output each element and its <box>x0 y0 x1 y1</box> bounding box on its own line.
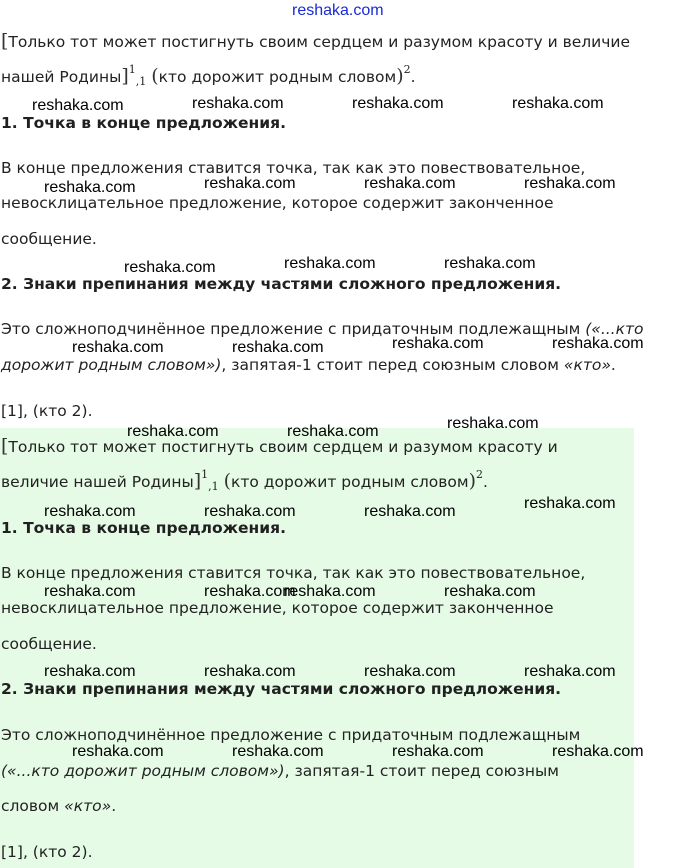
para-period: . <box>610 356 616 374</box>
heading-2: 2. Знаки препинания между частями сложного предложения. <box>1 680 562 698</box>
close-paren: ) <box>396 65 404 87</box>
watermark: reshaka.com <box>284 583 376 600</box>
watermark: reshaka.com <box>352 95 444 112</box>
sentence-line-2 <box>1 63 416 89</box>
watermark: reshaka.com <box>447 415 539 432</box>
watermark: reshaka.com <box>72 743 164 760</box>
para-period: . <box>111 797 117 815</box>
comma-index-sub: ,1 <box>135 75 147 88</box>
watermark: reshaka.com <box>44 179 136 196</box>
watermark: reshaka.com <box>204 663 296 680</box>
scheme-line: [1], (кто 2). <box>1 843 93 861</box>
para-1-line-1: В конце предложения ставится точка, так как это повествовательное, <box>1 159 586 177</box>
heading-2: 2. Знаки препинания между частями сложного предложения. <box>1 275 562 293</box>
sentence-period: . <box>482 473 488 491</box>
sentence-period: . <box>410 68 416 86</box>
watermark: reshaka.com <box>392 743 484 760</box>
sentence-line-2 <box>1 468 488 494</box>
watermark: reshaka.com <box>44 583 136 600</box>
watermark: reshaka.com <box>192 95 284 112</box>
para-1-line-2: невосклицательное предложение, которое содержит законченное <box>1 194 554 212</box>
watermark: reshaka.com <box>444 583 536 600</box>
watermark: reshaka.com <box>524 663 616 680</box>
watermark: reshaka.com <box>284 255 376 272</box>
watermark: reshaka.com <box>232 743 324 760</box>
para-text: , запятая-1 стоит перед союзным <box>284 762 559 780</box>
para-word: «кто» <box>563 356 611 374</box>
watermark: reshaka.com <box>444 255 536 272</box>
sentence-line-1 <box>1 436 558 457</box>
clause-text: кто дорожит родным словом <box>158 68 397 86</box>
para-quote: («...кто дорожит родным словом») <box>1 762 285 780</box>
watermark: reshaka.com <box>204 583 296 600</box>
para-2-line-2 <box>1 761 559 781</box>
watermark: reshaka.com <box>44 663 136 680</box>
para-1-line-2: невосклицательное предложение, которое содержит законченное <box>1 599 554 617</box>
open-bracket: [ <box>1 30 9 52</box>
para-2-line-1: Это сложноподчинённое предложение с придаточным подлежащным <box>1 726 581 744</box>
watermark: reshaka.com <box>44 503 136 520</box>
comma-index-sub: ,1 <box>208 480 219 493</box>
open-paren: ( <box>151 65 159 87</box>
heading-1: 1. Точка в конце предложения. <box>1 519 286 537</box>
sentence-line-1 <box>1 31 630 52</box>
open-paren: ( <box>223 470 231 492</box>
sentence-text: нашей Родины <box>1 68 122 86</box>
part-index-sup: 2 <box>403 63 411 76</box>
scheme-line: [1], (кто 2). <box>1 402 93 420</box>
watermark: reshaka.com <box>364 175 456 192</box>
watermark: reshaka.com <box>124 259 216 276</box>
para-1-line-3: сообщение. <box>1 635 97 653</box>
para-text: словом <box>1 797 60 815</box>
part-index-sup: 2 <box>475 468 483 481</box>
heading-1: 1. Точка в конце предложения. <box>1 114 286 132</box>
sentence-text: величие нашей Родины <box>1 473 194 491</box>
watermark: reshaka.com <box>72 339 164 356</box>
watermark: reshaka.com <box>287 423 379 440</box>
watermark: reshaka.com <box>32 97 124 114</box>
close-paren: ) <box>468 470 476 492</box>
watermark: reshaka.com <box>127 423 219 440</box>
watermark: reshaka.com <box>204 175 296 192</box>
watermark: reshaka.com <box>552 743 644 760</box>
open-bracket: [ <box>1 435 9 457</box>
watermark: reshaka.com <box>364 503 456 520</box>
para-quote-end: дорожит родным словом») <box>1 356 222 374</box>
sentence-text: Только тот может постигнуть своим сердцем и разумом красоту и <box>8 438 558 456</box>
close-bracket: ] <box>193 470 202 492</box>
watermark: reshaka.com <box>364 663 456 680</box>
close-bracket: ] <box>121 65 129 87</box>
para-word: «кто» <box>64 797 112 815</box>
watermark: reshaka.com <box>512 95 604 112</box>
para-2-line-3 <box>1 796 116 816</box>
para-quote-start: («...кто <box>585 320 644 338</box>
clause-text: кто дорожит родным словом <box>230 473 469 491</box>
para-text: , запятая-1 стоит перед союзным словом <box>221 356 559 374</box>
watermark: reshaka.com <box>204 503 296 520</box>
watermark: reshaka.com <box>232 339 324 356</box>
para-2-line-2 <box>1 355 616 375</box>
watermark: reshaka.com <box>524 495 616 512</box>
watermark: reshaka.com <box>524 175 616 192</box>
part-index-sup: 1 <box>201 468 209 481</box>
watermark: reshaka.com <box>552 335 644 352</box>
site-link[interactable]: reshaka.com <box>292 2 384 19</box>
para-1-line-1: В конце предложения ставится точка, так как это повествовательное, <box>1 564 586 582</box>
para-2-line-1 <box>1 319 644 339</box>
sentence-text: Только тот может постигнуть своим сердцем и разумом красоту и величие <box>8 33 631 51</box>
para-text: Это сложноподчинённое предложение с придаточным подлежащным <box>1 320 581 338</box>
part-index-sup: 1 <box>128 63 136 76</box>
para-1-line-3: сообщение. <box>1 230 97 248</box>
watermark: reshaka.com <box>392 335 484 352</box>
